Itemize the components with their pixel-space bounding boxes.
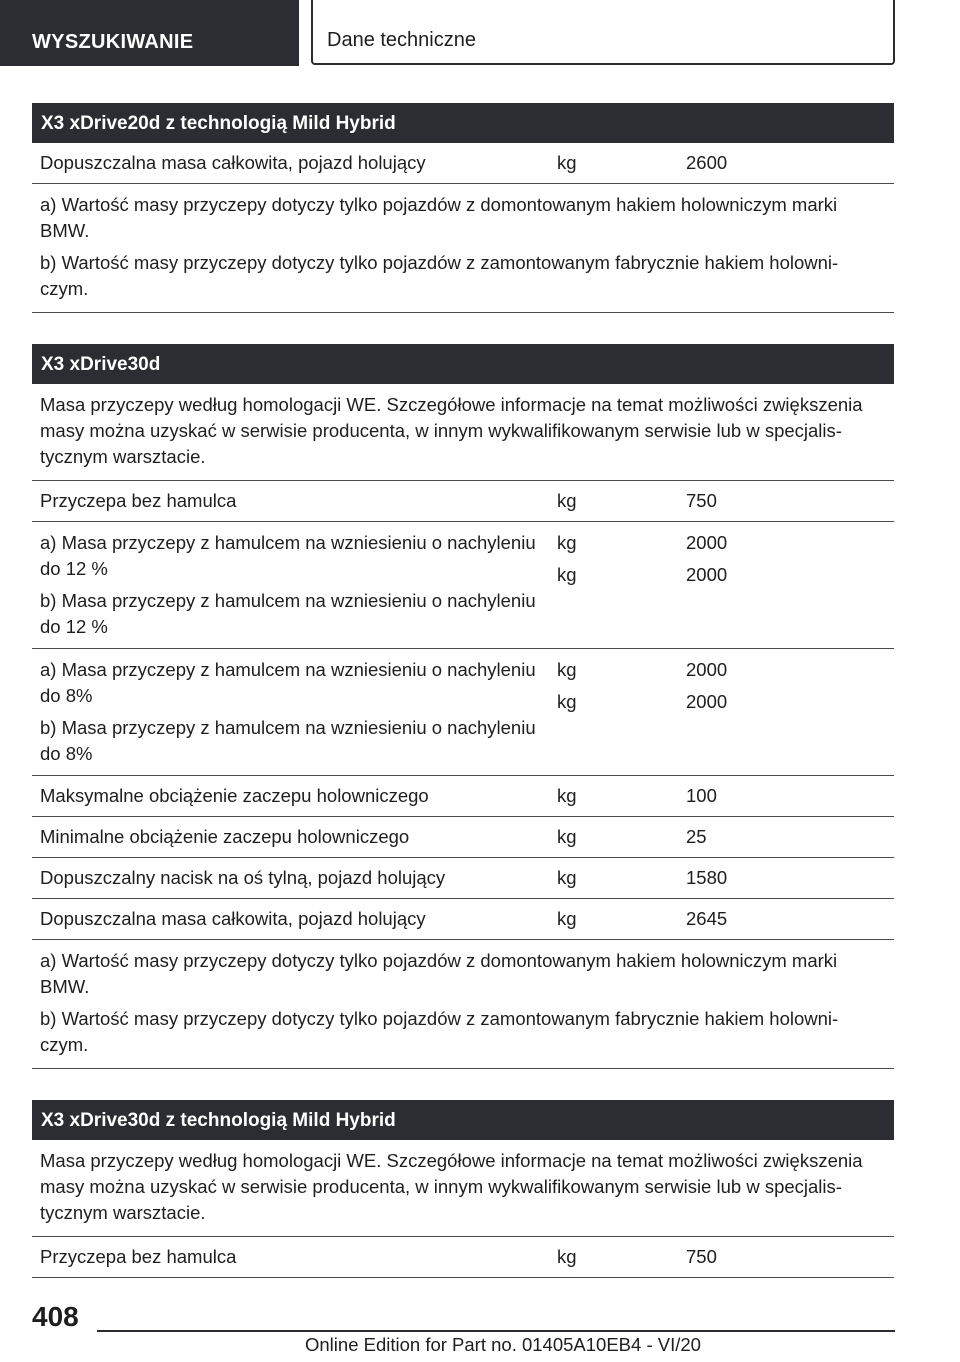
intro-text — [32, 1140, 894, 1237]
row-unit: kg — [557, 490, 577, 511]
row-value-a: 2000 — [686, 659, 728, 680]
intro-paragraph: Masa przyczepy według homologacji WE. Szczegółowe informacje na temat możliwości zwiększenia masy można uzyskać w serwisie producenta, w innym wykwalifikowanym serwisie lub w specjalis‐tycznym warsztacie. — [40, 394, 863, 467]
row-unit — [552, 522, 681, 648]
table-row — [32, 776, 894, 817]
section-heading: X3 xDrive30d z technologią Mild Hybrid — [32, 1100, 894, 1140]
row-unit — [552, 649, 681, 775]
table-row — [32, 858, 894, 899]
edition-text: Online Edition for Part no. 01405A10EB4 - VI/20 — [305, 1334, 701, 1355]
row-label: Dopuszczalna masa całkowita, pojazd holujący — [40, 152, 426, 173]
row-unit: kg — [557, 152, 577, 173]
row-label-b: b) Masa przyczepy z hamulcem na wzniesieniu o nachyleniu do 12 % — [40, 590, 536, 637]
row-label — [32, 649, 552, 775]
intro-paragraph: Masa przyczepy według homologacji WE. Szczegółowe informacje na temat możliwości zwiększenia masy można uzyskać w serwisie producenta, w innym wykwalifikowanym serwisie lub w specjalis‐tycznym warsztacie. — [40, 1150, 863, 1223]
section-heading: X3 xDrive20d z technologią Mild Hybrid — [32, 103, 894, 143]
row-value: 2600 — [686, 152, 728, 173]
footer-divider — [97, 1330, 895, 1332]
row-unit-b: kg — [557, 691, 577, 712]
main-content — [32, 103, 894, 1278]
row-value: 100 — [686, 785, 717, 806]
table-row — [32, 1237, 894, 1278]
row-unit-a: kg — [557, 532, 577, 553]
footnote-a: a) Wartość masy przyczepy dotyczy tylko pojazdów z domontowanym hakiem holowniczym marki BMW. — [40, 950, 838, 997]
row-value: 750 — [686, 1246, 717, 1267]
row-label: Minimalne obciążenie zaczepu holowniczego — [40, 826, 410, 847]
footnote-b: b) Wartość masy przyczepy dotyczy tylko pojazdów z zamontowanym fabrycznie hakiem holowni‐czym. — [40, 252, 839, 299]
row-label: Przyczepa bez hamulca — [40, 1246, 237, 1267]
row-value-b: 2000 — [686, 564, 728, 585]
row-label — [32, 522, 552, 648]
footnote-b: b) Wartość masy przyczepy dotyczy tylko pojazdów z zamontowanym fabrycznie hakiem holowni‐czym. — [40, 1008, 839, 1055]
table-row — [32, 649, 894, 776]
row-value: 2645 — [686, 908, 728, 929]
row-value — [681, 522, 894, 648]
section-tab[interactable]: Dane techniczne — [311, 0, 895, 65]
row-unit: kg — [557, 867, 577, 888]
search-tab[interactable]: WYSZUKIWANIE — [0, 0, 299, 66]
row-label: Dopuszczalna masa całkowita, pojazd holujący — [40, 908, 426, 929]
row-value: 1580 — [686, 867, 728, 888]
row-value-b: 2000 — [686, 691, 728, 712]
table-row — [32, 817, 894, 858]
row-label-b: b) Masa przyczepy z hamulcem na wzniesieniu o nachyleniu do 8% — [40, 717, 536, 764]
row-unit: kg — [557, 826, 577, 847]
table-row — [32, 143, 894, 184]
footnote-a: a) Wartość masy przyczepy dotyczy tylko pojazdów z domontowanym hakiem holowniczym marki BMW. — [40, 194, 838, 241]
row-label: Maksymalne obciążenie zaczepu holowniczego — [40, 785, 429, 806]
row-label: Dopuszczalny nacisk na oś tylną, pojazd holujący — [40, 867, 446, 888]
row-value-a: 2000 — [686, 532, 728, 553]
row-label: Przyczepa bez hamulca — [40, 490, 237, 511]
table-row — [32, 481, 894, 522]
row-unit-b: kg — [557, 564, 577, 585]
footnote-block — [32, 940, 894, 1069]
row-label-a: a) Masa przyczepy z hamulcem na wzniesieniu o nachyleniu do 12 % — [40, 532, 536, 579]
row-label-a: a) Masa przyczepy z hamulcem na wzniesieniu o nachyleniu do 8% — [40, 659, 536, 706]
row-unit: kg — [557, 908, 577, 929]
intro-text — [32, 384, 894, 481]
footnote-block — [32, 184, 894, 313]
page-number: 408 — [32, 1301, 79, 1332]
section-heading: X3 xDrive30d — [32, 344, 894, 384]
row-unit: kg — [557, 785, 577, 806]
top-bar — [0, 0, 960, 66]
row-value: 750 — [686, 490, 717, 511]
row-value: 25 — [686, 826, 707, 847]
table-row — [32, 899, 894, 940]
row-unit-a: kg — [557, 659, 577, 680]
table-row — [32, 522, 894, 649]
row-unit: kg — [557, 1246, 577, 1267]
row-value — [681, 649, 894, 775]
